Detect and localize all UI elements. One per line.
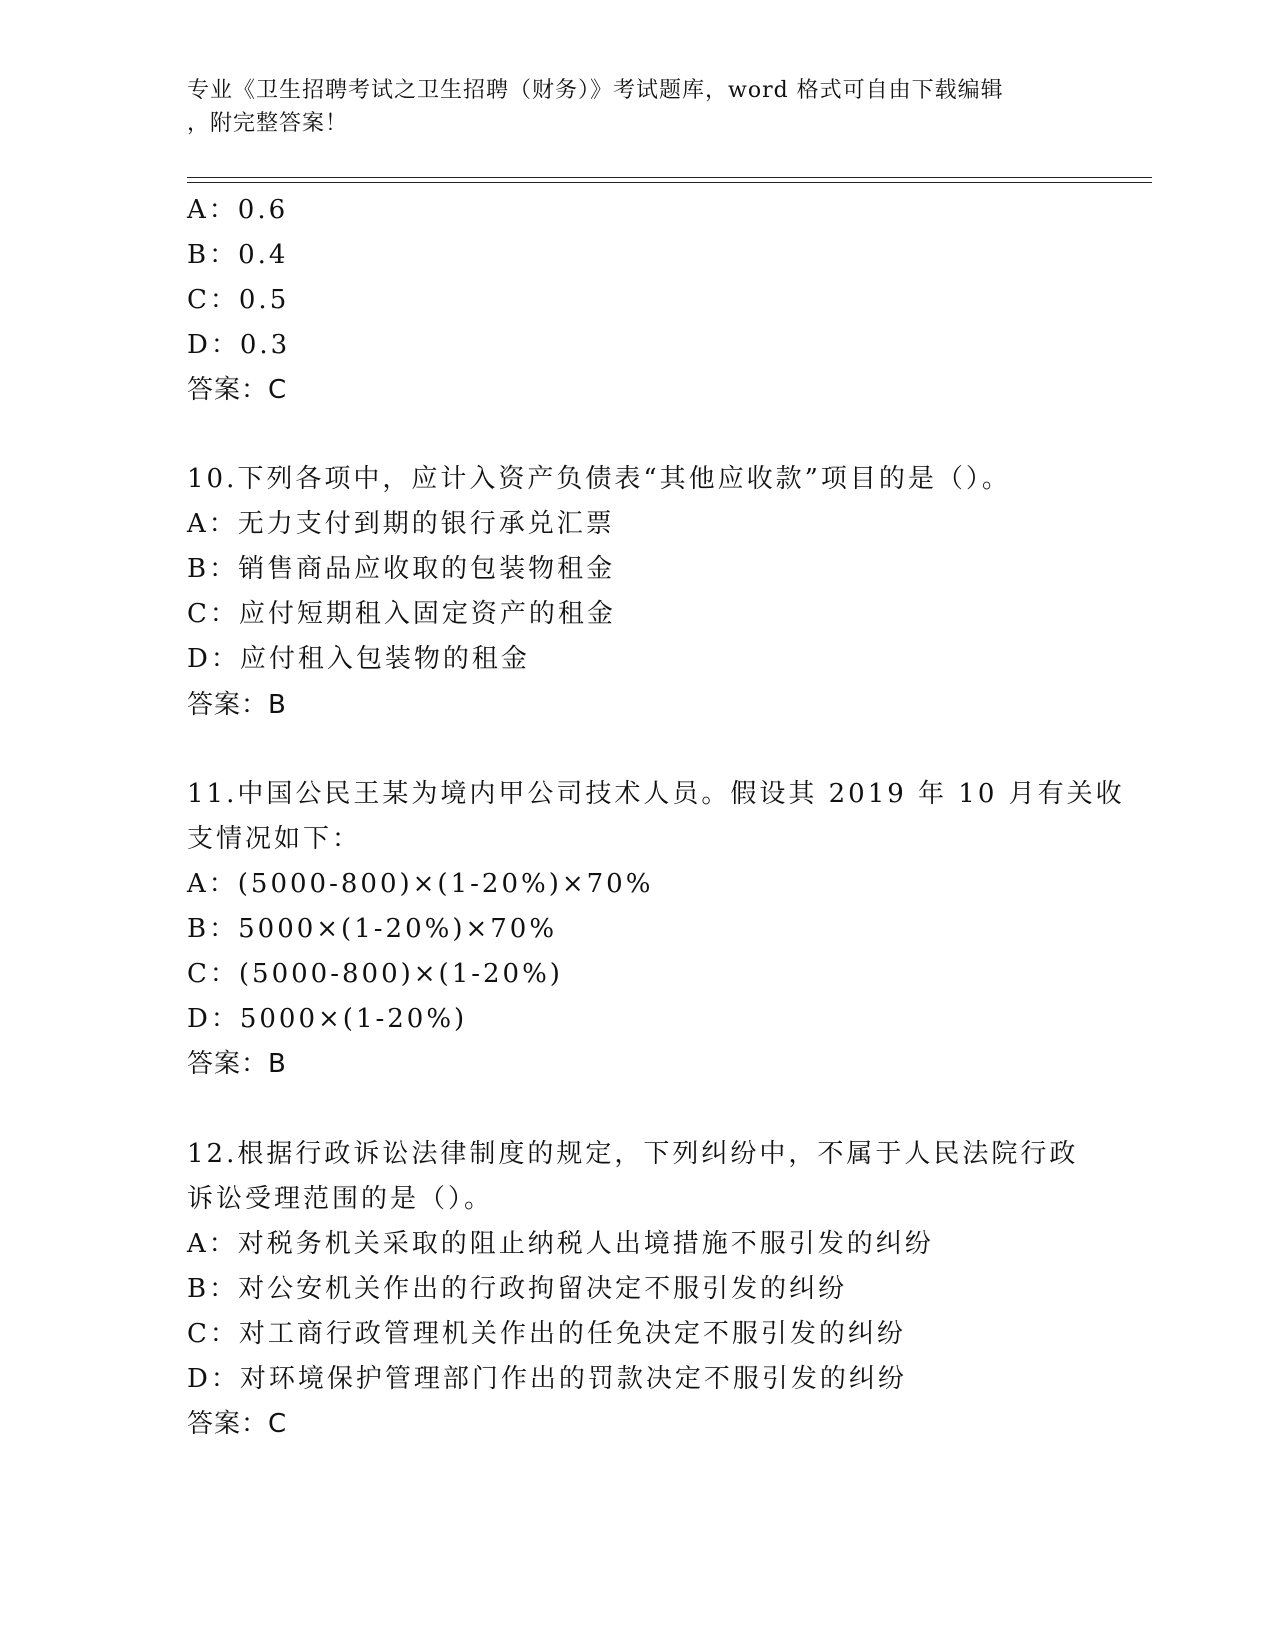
header-divider-bottom <box>187 182 1152 183</box>
q9-option-b: B：0.4 <box>187 240 289 270</box>
q12-stem-line-1: 12.根据行政诉讼法律制度的规定，下列纠纷中，不属于人民法院行政 <box>187 1139 1079 1169</box>
q12-option-d: D：对环境保护管理部门作出的罚款决定不服引发的纠纷 <box>187 1364 907 1394</box>
header-divider-top <box>187 177 1152 178</box>
q11-stem-line-1: 11.中国公民王某为境内甲公司技术人员。假设其 2019 年 10 月有关收 <box>187 779 1125 809</box>
q11-option-b: B：5000×(1-20%)×70% <box>187 914 558 944</box>
q9-option-c: C：0.5 <box>187 285 290 315</box>
q10-option-d: D：应付租入包装物的租金 <box>187 644 530 674</box>
q10-stem: 10.下列各项中，应计入资产负债表“其他应收款”项目的是（）。 <box>187 464 1011 494</box>
document-header <box>187 74 1067 140</box>
q9-answer: 答案：C <box>187 375 288 405</box>
q12-option-c: C：对工商行政管理机关作出的任免决定不服引发的纠纷 <box>187 1319 906 1349</box>
q12-answer: 答案：C <box>187 1409 288 1439</box>
q11-stem-line-2: 支情况如下： <box>187 824 362 854</box>
q10-option-c: C：应付短期租入固定资产的租金 <box>187 599 616 629</box>
q10-answer: 答案：B <box>187 690 287 720</box>
q11-option-d: D：5000×(1-20%) <box>187 1004 468 1034</box>
header-line-2: ，附完整答案！ <box>187 111 349 136</box>
q9-option-a: A：0.6 <box>187 195 289 225</box>
q9-option-d: D：0.3 <box>187 330 291 360</box>
q12-option-a: A：对税务机关采取的阻止纳税人出境措施不服引发的纠纷 <box>187 1229 934 1259</box>
header-line-1: 专业《卫生招聘考试之卫生招聘（财务）》考试题库，word 格式可自由下载编辑 <box>187 78 1004 103</box>
q12-stem-line-2: 诉讼受理范围的是（）。 <box>187 1184 494 1214</box>
q11-option-c: C：(5000-800)×(1-20%) <box>187 959 563 989</box>
q10-option-a: A：无力支付到期的银行承兑汇票 <box>187 509 615 539</box>
q12-option-b: B：对公安机关作出的行政拘留决定不服引发的纠纷 <box>187 1274 848 1304</box>
q10-option-b: B：销售商品应收取的包装物租金 <box>187 554 616 584</box>
q11-option-a: A：(5000-800)×(1-20%)×70% <box>187 869 654 899</box>
q11-answer: 答案：B <box>187 1049 287 1079</box>
